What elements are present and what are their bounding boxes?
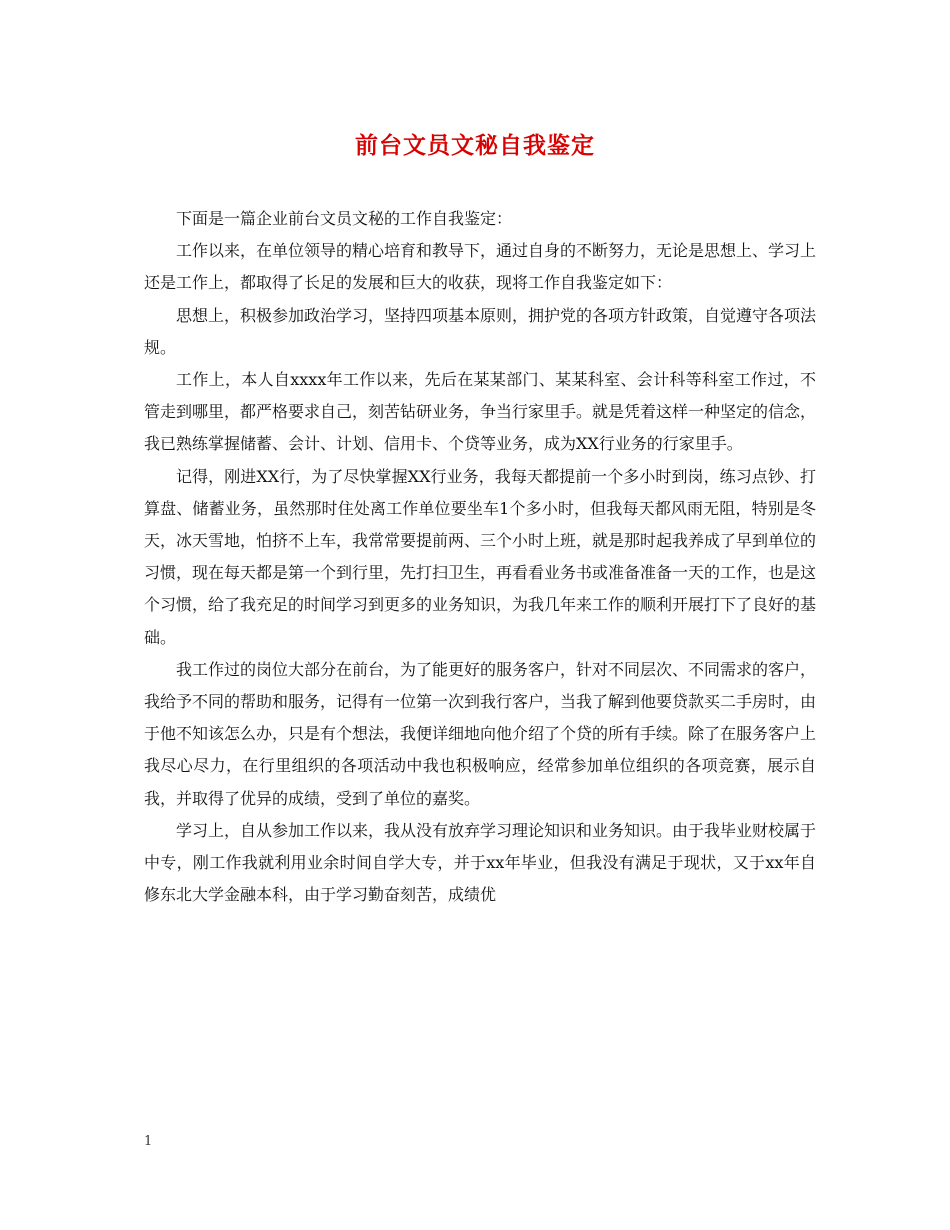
paragraph-work: 工作上，本人自xxxx年工作以来，先后在某某部门、某某科室、会计科等科室工作过，不管走到哪里，都严格要求自己，刻苦钻研业务，争当行家里手。就是凭着这样一种坚定的信念，我已熟练掌握储蓄、会计、计划、信用卡、个贷等业务，成为XX行业务的行家里手。 [144, 370, 817, 454]
document-title: 前台文员文秘自我鉴定 [355, 132, 595, 159]
paragraph-overview: 工作以来，在单位领导的精心培育和教导下，通过自身的不断努力，无论是思想上、学习上还是工作上，都取得了长足的发展和巨大的收获，现将工作自我鉴定如下： [144, 241, 817, 293]
paragraph-memory: 记得，刚进XX行，为了尽快掌握XX行业务，我每天都提前一个多小时到岗，练习点钞、打算盘、储蓄业务，虽然那时住处离工作单位要坐车1个多小时，但我每天都风雨无阻，特别是冬天，冰天雪地，怕挤不上车，我常常要提前两、三个小时上班，就是那时起我养成了早到单位的习惯，现在每天都是第一个到行里，先打扫卫生，再看看业务书或准备准备一天的工作，也是这个习惯，给了我充足的时间学习到更多的业务知识，为我几年来工作的顺利开展打下了良好的基础。 [144, 466, 817, 647]
paragraph-study: 学习上，自从参加工作以来，我从没有放弃学习理论知识和业务知识。由于我毕业财校属于中专，刚工作我就利用业余时间自学大专，并于xx年毕业，但我没有满足于现状，又于xx年自修东北大学金融本科，由于学习勤奋刻苦，成绩优 [144, 820, 817, 905]
paragraph-intro: 下面是一篇企业前台文员文秘的工作自我鉴定： [176, 209, 513, 228]
document-body [144, 203, 816, 911]
paragraph-service: 我工作过的岗位大部分在前台，为了能更好的服务客户，针对不同层次、不同需求的客户，我给予不同的帮助和服务，记得有一位第一次到我行客户，当我了解到他要贷款买二手房时，由于他不知该怎么办，只是有个想法，我便详细地向他介绍了个贷的所有手续。除了在服务客户上我尽心尽力，在行里组织的各项活动中我也积极响应，经常参加单位组织的各项竞赛，展示自我，并取得了优异的成绩，受到了单位的嘉奖。 [144, 659, 817, 808]
page-number: 1 [144, 1134, 153, 1149]
paragraph-ideology: 思想上，积极参加政治学习，坚持四项基本原则，拥护党的各项方针政策，自觉遵守各项法规。 [144, 305, 817, 357]
